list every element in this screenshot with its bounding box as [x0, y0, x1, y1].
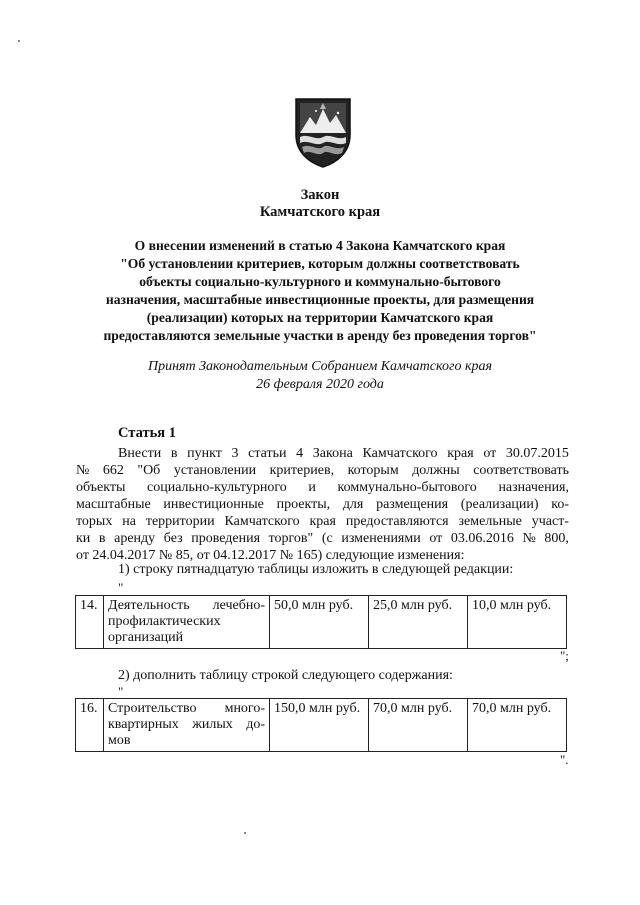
word: в	[170, 446, 178, 461]
adoption-note	[60, 358, 580, 394]
desc-line	[108, 598, 265, 614]
subject-line: О внесении изменений в статью 4 Закона Камчатского края	[134, 238, 506, 253]
scan-speck	[18, 40, 20, 42]
word: много-	[224, 701, 265, 716]
text-line	[76, 513, 569, 530]
desc-line	[108, 701, 265, 717]
law-region: Камчатского края	[259, 204, 381, 220]
word: лечебно-	[212, 598, 265, 613]
word: края	[309, 514, 336, 529]
word: Строительство	[108, 701, 197, 716]
word: №	[76, 463, 90, 478]
item-1-text: 1) строку пятнадцатую таблицы изложить в следующей редакции:	[118, 562, 514, 577]
scan-speck	[244, 832, 246, 834]
row-value-2: 70,0 млн руб.	[369, 699, 468, 752]
subject-line: "Об установлении критериев, которым должны соответствовать	[120, 256, 520, 271]
word: коммунально-бытового	[337, 480, 477, 495]
row-value-3: 10,0 млн руб.	[468, 596, 567, 649]
word: пункт	[187, 446, 222, 461]
word: предоставляются	[345, 514, 449, 529]
word: и	[308, 480, 316, 495]
row-description	[104, 596, 270, 649]
row-description	[104, 699, 270, 752]
open-quote: "	[118, 580, 124, 595]
word: ки	[76, 531, 91, 546]
word: статьи	[248, 446, 287, 461]
adoption-body: Принят Законодательным Собранием Камчатского края	[147, 359, 493, 374]
word: должны	[412, 463, 460, 478]
word: Деятельность	[108, 598, 190, 613]
text-line	[76, 479, 569, 496]
word: Камчатского	[362, 446, 438, 461]
word: которым	[347, 463, 399, 478]
word: 3	[231, 446, 239, 461]
word: назначения,	[498, 480, 569, 495]
word: от	[483, 446, 497, 461]
word: от 24.04.2017 № 85, от 04.12.2017 № 165) следующие изменения:	[76, 548, 465, 563]
word: края	[447, 446, 474, 461]
word: 30.07.2015	[505, 446, 569, 461]
table-row	[76, 596, 567, 649]
table-row-15	[75, 595, 567, 649]
word: изменениями	[341, 531, 421, 546]
word: Внести	[118, 446, 162, 461]
word: для	[342, 497, 364, 512]
row-number: 16.	[76, 699, 104, 752]
table-row	[76, 699, 567, 752]
word: проведения	[191, 531, 261, 546]
subject-line: объекты социально-культурного и коммунально-бытового	[139, 274, 501, 289]
word: жилых	[192, 717, 233, 732]
desc-line: профилактических	[108, 614, 221, 629]
row-value-3: 70,0 млн руб.	[468, 699, 567, 752]
word: масштабные	[76, 497, 151, 512]
article-text	[76, 445, 569, 564]
word: (с	[321, 531, 333, 546]
word: 03.06.2016	[450, 531, 514, 546]
text-line	[76, 445, 569, 462]
word: на	[122, 514, 136, 529]
word: в	[98, 531, 106, 546]
word: №	[522, 531, 536, 546]
word: "Об	[137, 463, 161, 478]
word: без	[163, 531, 183, 546]
word: 4	[296, 446, 304, 461]
article-title: Статья 1	[118, 425, 176, 441]
table-row-16	[75, 698, 567, 752]
word: соответствовать	[473, 463, 569, 478]
row-number: 14.	[76, 596, 104, 649]
word: территории	[145, 514, 215, 529]
word: торых	[76, 514, 113, 529]
subject-line: предоставляются земельные участки в аренду без проведения торгов"	[103, 328, 537, 343]
item-2-text: 2) дополнить таблицу строкой следующего содержания:	[118, 668, 453, 683]
word: от	[429, 531, 443, 546]
law-title: Закон	[300, 187, 340, 203]
subject-line: (реализации) которых на территории Камчатского края	[146, 310, 494, 325]
desc-line: организаций	[108, 630, 184, 645]
word: 800,	[544, 531, 569, 546]
word: инвестиционные	[163, 497, 264, 512]
word: размещения	[376, 497, 449, 512]
word: до-	[246, 717, 265, 732]
open-quote: "	[118, 684, 124, 699]
word: квартирных	[108, 717, 179, 732]
word: (реализации)	[460, 497, 539, 512]
row-value-1: 50,0 млн руб.	[270, 596, 369, 649]
close-quote: ";	[560, 648, 569, 663]
word: критериев,	[269, 463, 335, 478]
close-quote: ".	[560, 752, 569, 767]
word: 662	[102, 463, 124, 478]
word: Закона	[312, 446, 353, 461]
word: установлении	[173, 463, 257, 478]
word: объекты	[76, 480, 126, 495]
desc-line: мов	[108, 733, 131, 748]
row-value-1: 150,0 млн руб.	[270, 699, 369, 752]
word: участ-	[531, 514, 569, 529]
kamchatka-coat-of-arms-icon	[292, 93, 354, 169]
text-line	[76, 496, 569, 513]
text-line	[76, 462, 569, 479]
subject-line: назначения, масштабные инвестиционные проекты, для размещения	[105, 292, 535, 307]
word: земельные	[458, 514, 522, 529]
word: торгов"	[268, 531, 314, 546]
text-line	[76, 530, 569, 547]
word: социально-культурного	[147, 480, 287, 495]
desc-line	[108, 717, 265, 733]
word: аренду	[114, 531, 156, 546]
row-value-2: 25,0 млн руб.	[369, 596, 468, 649]
adoption-date: 26 февраля 2020 года	[256, 377, 384, 392]
word: Камчатского	[224, 514, 300, 529]
word: проекты,	[276, 497, 331, 512]
word: ко-	[551, 497, 569, 512]
law-subject	[60, 237, 580, 345]
